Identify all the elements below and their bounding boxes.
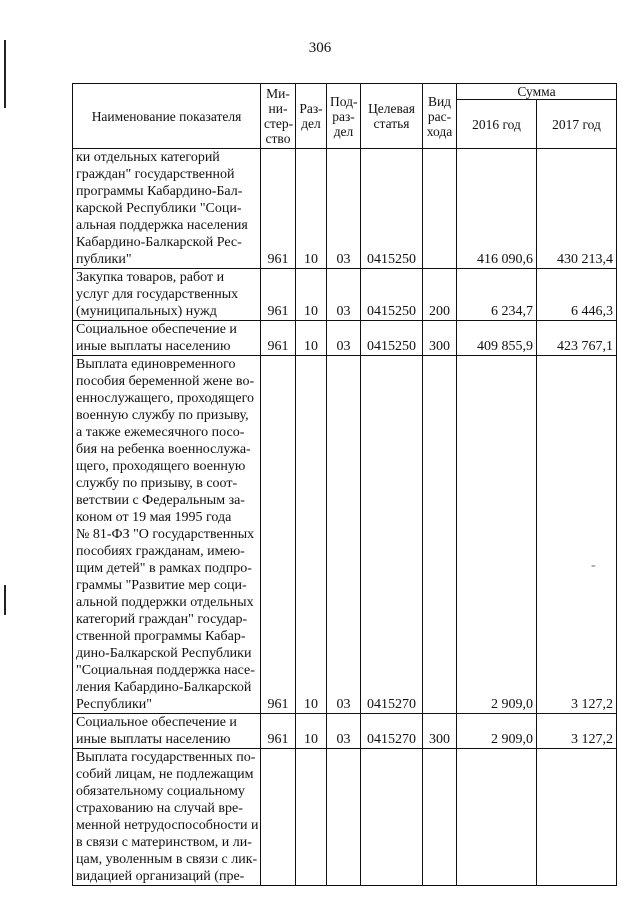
header-line: стер-: [264, 116, 294, 131]
name-line: Республики": [76, 697, 152, 712]
table-row: [73, 269, 617, 321]
cell-indicator-name: [73, 269, 261, 321]
cell-subsection: 03: [327, 321, 361, 356]
cell-section: 10: [296, 149, 327, 269]
cell-ministry: 961: [261, 356, 296, 714]
table-row: [73, 321, 617, 356]
name-line: бия на ребенка военнослужа-: [76, 442, 251, 457]
cell-indicator-name: [73, 714, 261, 749]
name-line: ветствии с Федеральным за-: [76, 493, 245, 508]
name-line: ственной программы Кабар-: [76, 629, 246, 644]
table-row: [73, 714, 617, 749]
name-line: собий лицам, не подлежащим: [76, 767, 254, 782]
cell-sum-2016: 6 234,7: [457, 269, 537, 321]
name-line: ления Кабардино-Балкарской: [76, 680, 252, 695]
name-line: обязательному социальному: [76, 784, 245, 799]
cell-section: 10: [296, 714, 327, 749]
header-line: хода: [426, 123, 453, 139]
cell-indicator-name: [73, 749, 261, 886]
name-line: программы Кабардино-Бал-: [76, 184, 243, 199]
cell-target-article: 0415250: [361, 269, 423, 321]
name-line: услуг для государственных: [76, 287, 239, 302]
cell-indicator-name: [73, 149, 261, 269]
name-line: в связи с материнством, и ли-: [76, 835, 252, 850]
cell-section: 10: [296, 356, 327, 714]
header-line: раз-: [332, 108, 355, 124]
cell-indicator-name: [73, 356, 261, 714]
header-line: дел: [301, 116, 321, 131]
stray-dash-mark: -: [591, 558, 596, 573]
name-line: (муниципальных) нужд: [76, 304, 217, 319]
budget-table: [72, 83, 617, 886]
header-line: Целевая: [368, 101, 415, 116]
name-line: ки отдельных категорий: [76, 150, 220, 165]
name-line: видацией организаций (пре-: [76, 869, 245, 884]
name-line: страхованию на случай вре-: [76, 801, 243, 816]
cell-ministry: [261, 749, 296, 886]
cell-sum-2016: 2 909,0: [457, 714, 537, 749]
cell-expense-type: 200: [423, 269, 457, 321]
cell-subsection: 03: [327, 714, 361, 749]
name-line: № 81-ФЗ "О государственных: [76, 527, 255, 542]
header-line: Раз-: [299, 101, 323, 116]
name-line: щего, проходящего военную: [76, 459, 246, 474]
cell-indicator-name: [73, 321, 261, 356]
left-margin-mark-top: [4, 40, 6, 108]
header-line: дел: [333, 123, 354, 139]
name-line: категорий граждан" государ-: [76, 612, 248, 627]
cell-sum-2017: 430 213,4: [537, 149, 617, 269]
cell-sum-2016: 2 909,0: [457, 356, 537, 714]
cell-sum-2017: 3 127,2: [537, 356, 617, 714]
cell-expense-type: [423, 749, 457, 886]
cell-sum-2017: 3 127,2: [537, 714, 617, 749]
header-line: ни-: [268, 101, 288, 116]
name-line: пособия беременной жене во-: [76, 374, 255, 389]
cell-sum-2017: 6 446,3: [537, 269, 617, 321]
name-line: дино-Балкарской Республики: [76, 646, 252, 661]
table-row: [73, 149, 617, 269]
cell-expense-type: [423, 149, 457, 269]
cell-section: 10: [296, 321, 327, 356]
name-line: Социальное обеспечение и: [76, 715, 237, 730]
name-line: иные выплаты населению: [76, 339, 231, 354]
cell-expense-type: 300: [423, 714, 457, 749]
table-row: [73, 749, 617, 886]
name-line: Социальное обеспечение и: [76, 322, 237, 337]
header-section: [296, 84, 327, 149]
name-line: еннослужащего, проходящего: [76, 391, 254, 406]
header-name: Наименование показателя: [73, 84, 261, 149]
name-line: щим детей" в рамках подпро-: [76, 561, 252, 576]
name-line: граждан" государственной: [76, 167, 235, 182]
cell-section: [296, 749, 327, 886]
cell-sum-2016: 409 855,9: [457, 321, 537, 356]
cell-subsection: 03: [327, 149, 361, 269]
name-line: военную службу по призыву,: [76, 408, 249, 423]
header-line: статья: [373, 116, 410, 131]
page-number: 306: [308, 40, 332, 56]
name-line: менной нетрудоспособности и: [76, 818, 259, 833]
cell-target-article: 0415250: [361, 149, 423, 269]
cell-ministry: 961: [261, 714, 296, 749]
header-expense-type: [423, 84, 457, 149]
cell-sum-2016: [457, 749, 537, 886]
header-subsection: [327, 84, 361, 149]
name-line: коном от 19 мая 1995 года: [76, 510, 232, 525]
name-line: "Социальная поддержка насе-: [76, 663, 255, 678]
name-line: цам, уволенным в связи с лик-: [76, 852, 258, 867]
name-line: иные выплаты населению: [76, 732, 231, 747]
name-line: карской Республики "Соци-: [76, 201, 242, 216]
cell-expense-type: [423, 356, 457, 714]
header-line: Вид: [427, 93, 452, 109]
name-line: Выплата государственных по-: [76, 750, 256, 765]
header-year-2017: 2017 год: [537, 100, 617, 149]
cell-ministry: 961: [261, 149, 296, 269]
cell-sum-2017: 423 767,1: [537, 321, 617, 356]
cell-subsection: [327, 749, 361, 886]
name-line: Выплата единовременного: [76, 357, 236, 372]
name-line: альной поддержки отдельных: [76, 595, 254, 610]
left-margin-mark-bottom: [4, 585, 6, 615]
name-line: граммы "Развитие мер соци-: [76, 578, 247, 593]
name-line: альная поддержка населения: [76, 218, 248, 233]
cell-expense-type: 300: [423, 321, 457, 356]
name-line: Кабардино-Балкарской Рес-: [76, 235, 242, 250]
header-line: ство: [265, 131, 291, 146]
cell-target-article: 0415270: [361, 356, 423, 714]
cell-sum-2016: 416 090,6: [457, 149, 537, 269]
name-line: службу по призыву, в соот-: [76, 476, 238, 491]
name-line: публики": [76, 252, 132, 267]
name-line: пособиях гражданам, имею-: [76, 544, 245, 559]
header-year-2016: 2016 год: [457, 100, 537, 149]
cell-subsection: 03: [327, 269, 361, 321]
cell-sum-2017: [537, 749, 617, 886]
cell-target-article: [361, 749, 423, 886]
header-sum: Сумма: [457, 84, 617, 100]
cell-section: 10: [296, 269, 327, 321]
name-line: Закупка товаров, работ и: [76, 270, 225, 285]
table-row: [73, 356, 617, 714]
cell-target-article: 0415250: [361, 321, 423, 356]
table-body: [73, 149, 617, 886]
cell-ministry: 961: [261, 269, 296, 321]
header-line: рас-: [427, 108, 452, 124]
header-target-article: [361, 84, 423, 149]
header-ministry: [261, 84, 296, 149]
header-line: Ми-: [266, 86, 290, 101]
name-line: а также ежемесячного посо-: [76, 425, 245, 440]
cell-subsection: 03: [327, 356, 361, 714]
header-line: Под-: [330, 93, 358, 109]
cell-target-article: 0415270: [361, 714, 423, 749]
cell-ministry: 961: [261, 321, 296, 356]
